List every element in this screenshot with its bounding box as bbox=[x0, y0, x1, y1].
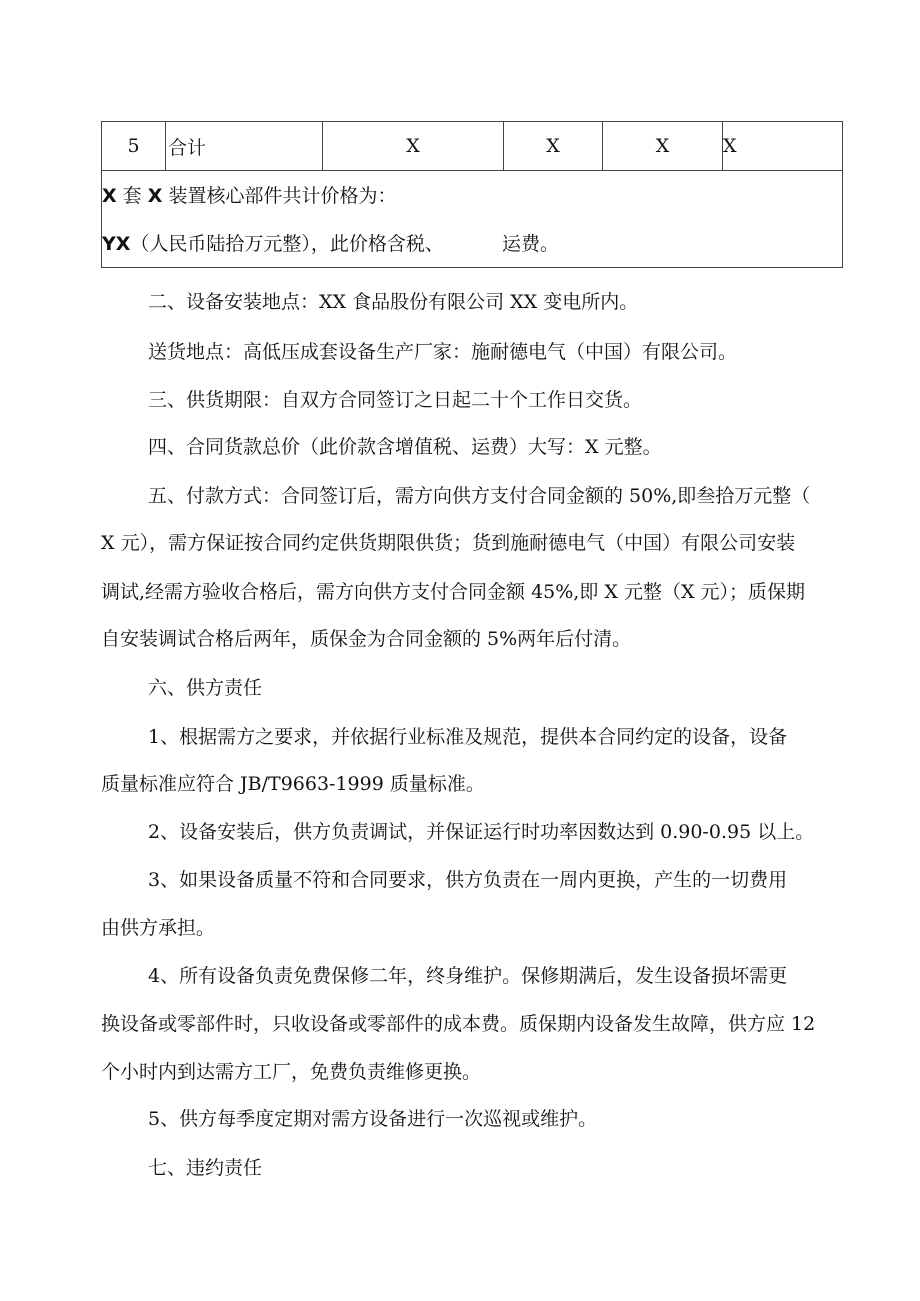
summary-x2: X bbox=[147, 185, 163, 207]
price-table bbox=[101, 121, 843, 268]
summary-x1: X bbox=[102, 185, 117, 207]
table-row-summary bbox=[102, 171, 843, 268]
delivery-period: 三、供货期限：自双方合同签订之日起二十个工作日交货。 bbox=[148, 389, 643, 411]
payment-line-3: 调试,经需方验收合格后，需方向供方支付合同金额 45%,即 X 元整（X 元）；质保期 bbox=[101, 581, 806, 603]
cell-col4 bbox=[723, 122, 843, 171]
item2-line-1: 2、设备安装后，供方负责调试，并保证运行时功率因数达到 0.90-0.95 以上。 bbox=[148, 821, 815, 843]
payment-line-1: 五、付款方式：合同签订后，需方向供方支付合同金额的 50%,即叁拾万元整（ bbox=[148, 485, 811, 507]
install-site: 二、设备安装地点：XX 食品股份有限公司 XX 变电所内。 bbox=[148, 291, 639, 313]
item1-line-1: 1、根据需方之要求，并依据行业标准及规范，提供本合同约定的设备，设备 bbox=[148, 726, 788, 748]
item1-line-2: 质量标准应符合 JB/T9663-1999 质量标准。 bbox=[101, 773, 485, 795]
summary-rmb: （人民币陆拾万元整），此价格含税、 bbox=[130, 233, 444, 255]
item4-line-3: 个小时内到达需方工厂，免费负责维修更换。 bbox=[101, 1061, 482, 1083]
cell-col2: X bbox=[504, 122, 603, 171]
summary-cell bbox=[102, 171, 843, 268]
cell-index: 5 bbox=[102, 122, 166, 171]
item4-line-2: 换设备或零部件时，只收设备或零部件的成本费。质保期内设备发生故障，供方应 12 bbox=[101, 1013, 816, 1035]
total-price: 四、合同货款总价（此价款含增值税、运费）大写：X 元整。 bbox=[148, 436, 662, 458]
cell-col1: X bbox=[323, 122, 504, 171]
item4-line-1: 4、所有设备负责免费保修二年，终身维护。保修期满后，发生设备损坏需更 bbox=[148, 965, 788, 987]
summary-desc: 装置核心部件共计价格为： bbox=[168, 185, 397, 207]
cell-col3: X bbox=[603, 122, 723, 171]
summary-set: 套 bbox=[122, 185, 142, 207]
breach-heading: 七、违约责任 bbox=[148, 1157, 263, 1179]
summary-freight: 运费。 bbox=[501, 233, 559, 255]
payment-line-4: 自安装调试合格后两年，质保金为合同金额的 5%两年后付清。 bbox=[101, 628, 632, 650]
item3-line-1: 3、如果设备质量不符和合同要求，供方负责在一周内更换，产生的一切费用 bbox=[148, 869, 788, 891]
item3-line-2: 由供方承担。 bbox=[101, 917, 216, 939]
delivery-site: 送货地点：高低压成套设备生产厂家：施耐德电气（中国）有限公司。 bbox=[148, 341, 738, 363]
supplier-heading: 六、供方责任 bbox=[148, 677, 263, 699]
table-row-total bbox=[102, 122, 843, 171]
summary-line-2 bbox=[102, 232, 842, 256]
item5-line-1: 5、供方每季度定期对需方设备进行一次巡视或维护。 bbox=[148, 1108, 598, 1130]
cell-name: 合计 bbox=[166, 122, 323, 171]
payment-line-2: X 元），需方保证按合同约定供货期限供货；货到施耐德电气（中国）有限公司安装 bbox=[101, 532, 796, 554]
cell-col4-text: X bbox=[723, 135, 737, 157]
summary-line-1 bbox=[102, 184, 842, 208]
summary-yx: YX bbox=[102, 233, 131, 255]
